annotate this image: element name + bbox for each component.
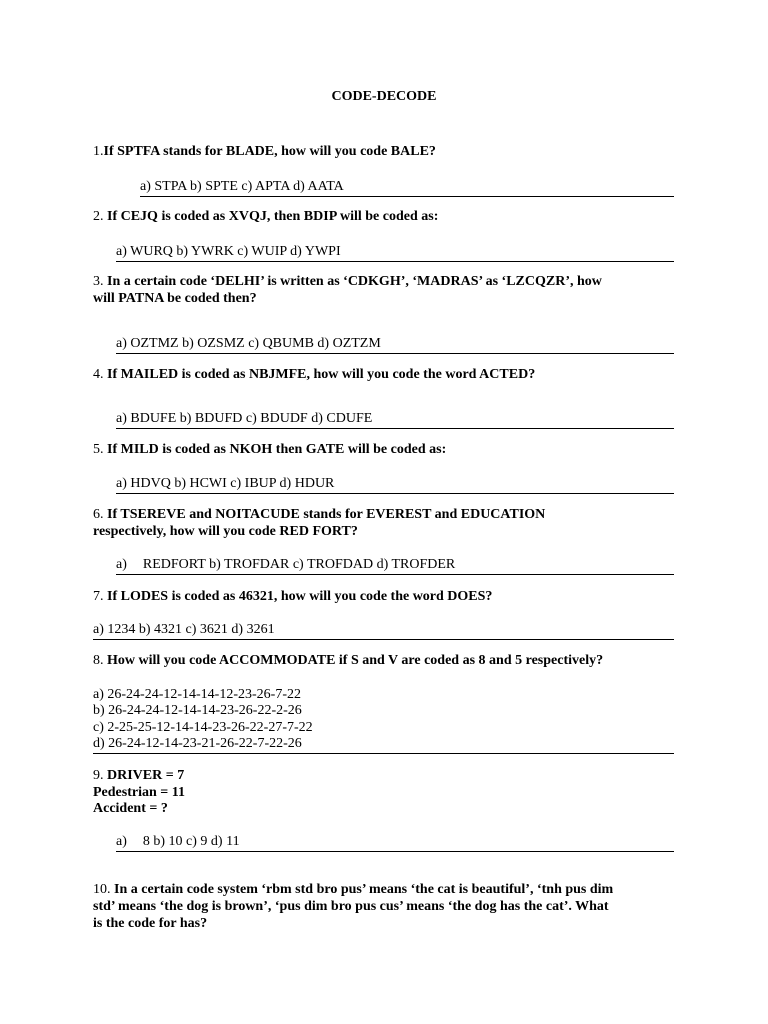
question-5-options: a) HDVQ b) HCWI c) IBUP d) HDUR (116, 476, 335, 491)
question-text-line-2: respectively, how will you code RED FORT? (93, 524, 358, 539)
question-number: 6. (93, 507, 104, 522)
question-10 (93, 881, 613, 898)
question-number: 5. (93, 442, 104, 457)
question-text: If MAILED is coded as NBJMFE, how will you code the word ACTED? (107, 367, 536, 382)
question-number: 9. (93, 768, 104, 783)
question-text: How will you code ACCOMMODATE if S and V are coded as 8 and 5 respectively? (107, 653, 604, 668)
question-line-2: Pedestrian = 11 (93, 785, 185, 800)
question-number: 4. (93, 367, 104, 382)
question-1-options: a) STPA b) SPTE c) APTA d) AATA (140, 179, 344, 194)
question-line-3: Accident = ? (93, 801, 168, 816)
question-number: 7. (93, 589, 104, 604)
divider (116, 493, 674, 494)
question-text-line-3: is the code for has? (93, 916, 208, 931)
question-number: 2. (93, 209, 104, 224)
question-line-1: DRIVER = 7 (107, 768, 185, 783)
question-number: 8. (93, 653, 104, 668)
question-6-options (116, 556, 455, 573)
question-number: 3. (93, 274, 104, 289)
option-prefix: a) (116, 557, 127, 572)
question-8-option-b: b) 26-24-24-12-14-14-23-26-22-2-26 (93, 703, 302, 718)
question-10-line-3 (93, 915, 207, 932)
question-9-line-3 (93, 800, 168, 817)
question-6-line-2 (93, 523, 358, 540)
question-8-option-c: c) 2-25-25-12-14-14-23-26-22-27-7-22 (93, 720, 313, 735)
question-text: If CEJQ is coded as XVQJ, then BDIP will be coded as: (107, 209, 439, 224)
question-8-option-a: a) 26-24-24-12-14-14-12-23-26-7-22 (93, 687, 301, 702)
question-text: If MILD is coded as NKOH then GATE will be coded as: (107, 442, 447, 457)
divider (116, 851, 674, 852)
divider (116, 261, 674, 262)
divider (93, 753, 674, 754)
question-4 (93, 366, 535, 383)
question-text-line-1: In a certain code ‘DELHI’ is written as ‘CDKGH’, ‘MADRAS’ as ‘LZCQZR’, how (107, 274, 602, 289)
divider (93, 639, 674, 640)
options-text: 8 b) 10 c) 9 d) 11 (142, 834, 240, 849)
question-1 (93, 143, 436, 160)
question-text-line-1: In a certain code system ‘rbm std bro pus’ means ‘the cat is beautiful’, ‘tnh pus dim (114, 882, 614, 897)
options-text: REDFORT b) TROFDAR c) TROFDAD d) TROFDER (142, 557, 456, 572)
question-2-options: a) WURQ b) YWRK c) WUIP d) YWPI (116, 244, 341, 259)
question-6 (93, 506, 545, 523)
question-10-line-2 (93, 898, 609, 915)
question-text: If LODES is coded as 46321, how will you code the word DOES? (107, 589, 493, 604)
option-prefix: a) (116, 834, 127, 849)
question-number: 1. (93, 144, 104, 159)
page-title: CODE-DECODE (331, 89, 437, 104)
question-text: If SPTFA stands for BLADE, how will you code BALE? (103, 144, 436, 159)
question-3 (93, 273, 602, 290)
question-7 (93, 588, 492, 605)
question-number: 10. (93, 882, 111, 897)
divider (140, 196, 674, 197)
question-8-option-d: d) 26-24-12-14-23-21-26-22-7-22-26 (93, 736, 302, 751)
question-4-options: a) BDUFE b) BDUFD c) BDUDF d) CDUFE (116, 411, 373, 426)
question-3-options: a) OZTMZ b) OZSMZ c) QBUMB d) OZTZM (116, 336, 381, 351)
question-3-line-2 (93, 290, 257, 307)
question-9 (93, 767, 184, 784)
question-9-options (116, 833, 240, 850)
question-text-line-2: std’ means ‘the dog is brown’, ‘pus dim bro pus cus’ means ‘the dog has the cat’. What (93, 899, 609, 914)
question-text-line-2: will PATNA be coded then? (93, 291, 257, 306)
divider (116, 428, 674, 429)
question-7-options: a) 1234 b) 4321 c) 3621 d) 3261 (93, 622, 275, 637)
question-2 (93, 208, 438, 225)
divider (116, 353, 674, 354)
question-5 (93, 441, 446, 458)
question-9-line-2 (93, 784, 185, 801)
question-8 (93, 652, 603, 669)
divider (116, 574, 674, 575)
question-text-line-1: If TSEREVE and NOITACUDE stands for EVEREST and EDUCATION (107, 507, 546, 522)
